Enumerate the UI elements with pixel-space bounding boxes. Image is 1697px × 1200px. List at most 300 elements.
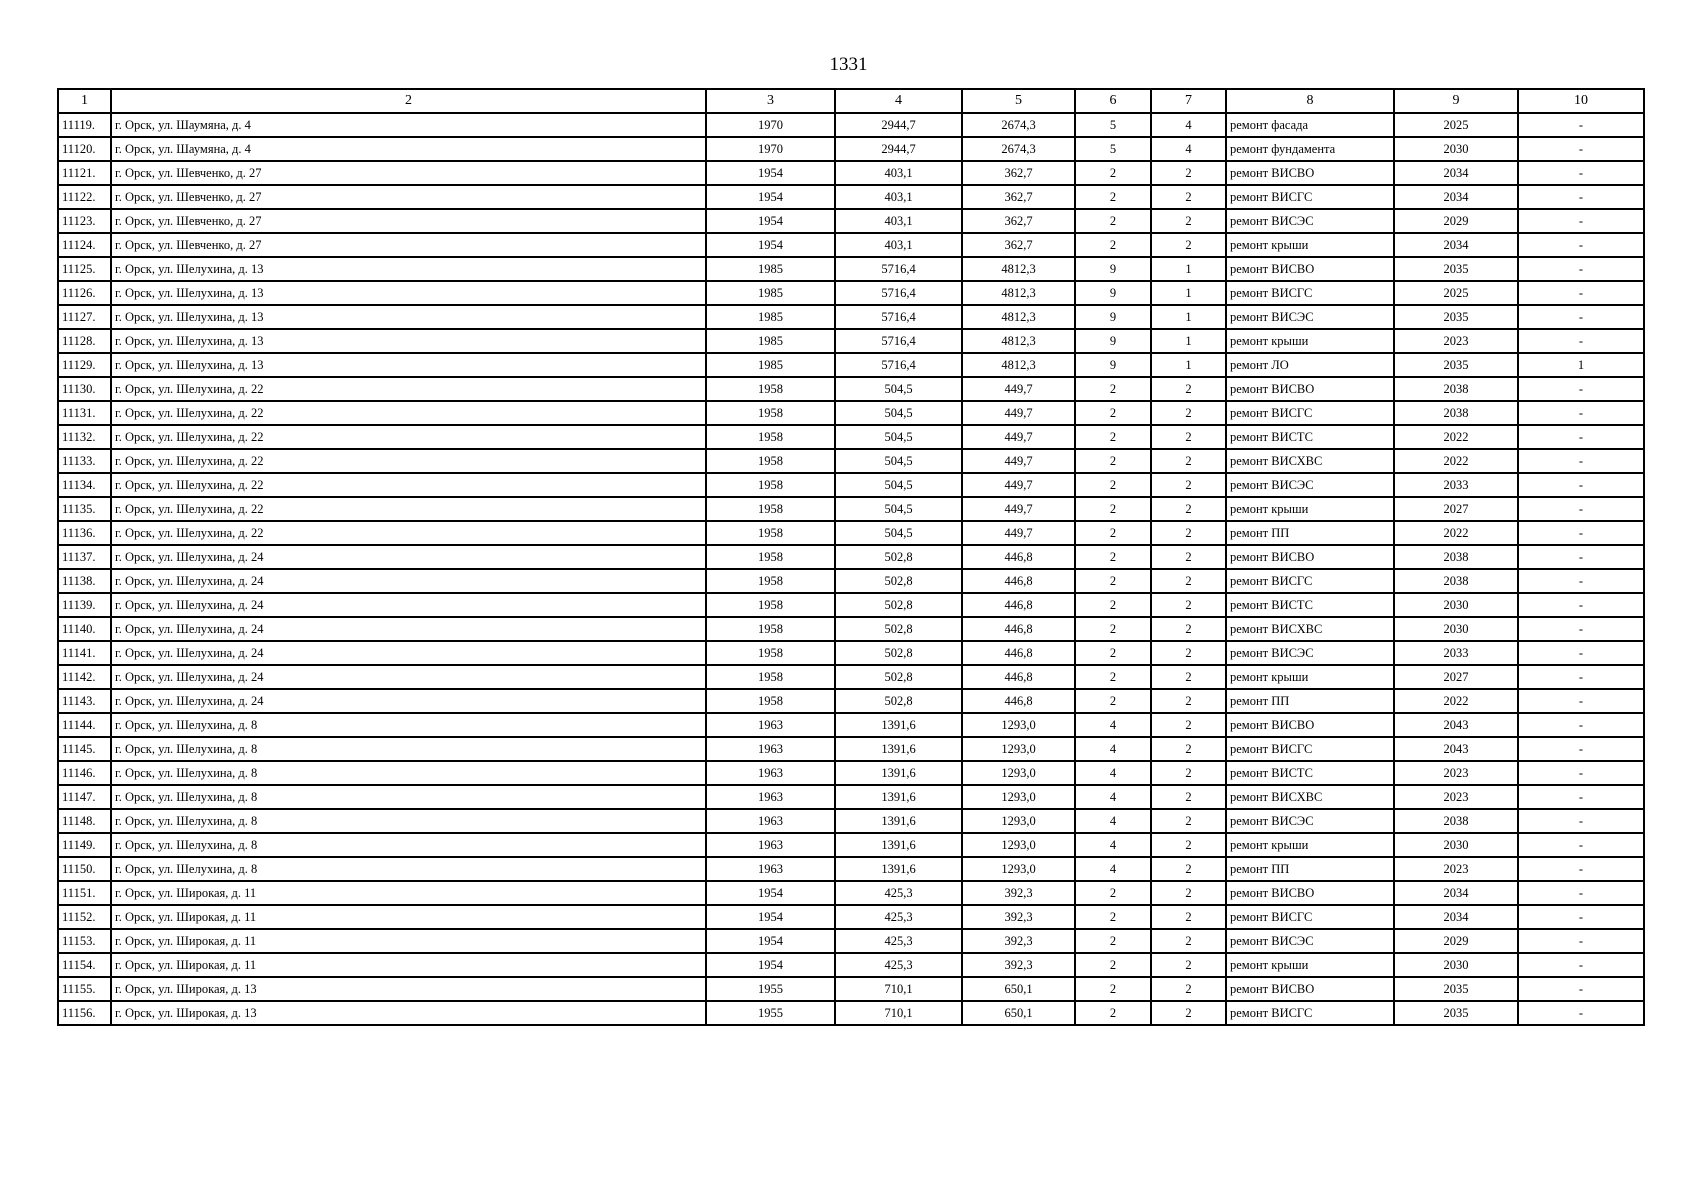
column-header-8: 8 [1226, 89, 1394, 113]
year-built-cell: 1954 [706, 881, 835, 905]
row-number-cell: 11136. [58, 521, 111, 545]
table-row [58, 953, 1644, 977]
address-cell: г. Орск, ул. Шелухина, д. 8 [111, 833, 706, 857]
planned-year-cell: 2038 [1394, 401, 1518, 425]
total-area-cell: 1391,6 [835, 737, 962, 761]
note-cell: - [1518, 569, 1644, 593]
entrances-cell: 2 [1151, 857, 1226, 881]
planned-year-cell: 2030 [1394, 833, 1518, 857]
row-number-cell: 11119. [58, 113, 111, 137]
note-cell: - [1518, 473, 1644, 497]
living-area-cell: 1293,0 [962, 713, 1075, 737]
note-cell: - [1518, 281, 1644, 305]
work-type-cell: ремонт ВИСЭС [1226, 929, 1394, 953]
total-area-cell: 502,8 [835, 617, 962, 641]
year-built-cell: 1963 [706, 809, 835, 833]
floors-cell: 2 [1075, 233, 1151, 257]
living-area-cell: 4812,3 [962, 353, 1075, 377]
address-cell: г. Орск, ул. Широкая, д. 11 [111, 929, 706, 953]
living-area-cell: 1293,0 [962, 857, 1075, 881]
table-row [58, 785, 1644, 809]
entrances-cell: 2 [1151, 569, 1226, 593]
living-area-cell: 446,8 [962, 569, 1075, 593]
floors-cell: 4 [1075, 713, 1151, 737]
row-number-cell: 11155. [58, 977, 111, 1001]
row-number-cell: 11146. [58, 761, 111, 785]
address-cell: г. Орск, ул. Шевченко, д. 27 [111, 185, 706, 209]
entrances-cell: 2 [1151, 209, 1226, 233]
planned-year-cell: 2030 [1394, 137, 1518, 161]
address-cell: г. Орск, ул. Шаумяна, д. 4 [111, 137, 706, 161]
year-built-cell: 1958 [706, 593, 835, 617]
floors-cell: 2 [1075, 569, 1151, 593]
column-header-10: 10 [1518, 89, 1644, 113]
planned-year-cell: 2022 [1394, 521, 1518, 545]
year-built-cell: 1963 [706, 857, 835, 881]
row-number-cell: 11138. [58, 569, 111, 593]
work-type-cell: ремонт ВИСХВС [1226, 449, 1394, 473]
planned-year-cell: 2027 [1394, 665, 1518, 689]
row-number-cell: 11134. [58, 473, 111, 497]
planned-year-cell: 2038 [1394, 569, 1518, 593]
note-cell: - [1518, 209, 1644, 233]
table-body [58, 113, 1644, 1025]
row-number-cell: 11120. [58, 137, 111, 161]
floors-cell: 2 [1075, 521, 1151, 545]
address-cell: г. Орск, ул. Шелухина, д. 13 [111, 305, 706, 329]
living-area-cell: 449,7 [962, 497, 1075, 521]
entrances-cell: 2 [1151, 617, 1226, 641]
note-cell: - [1518, 305, 1644, 329]
year-built-cell: 1955 [706, 1001, 835, 1025]
address-cell: г. Орск, ул. Шелухина, д. 13 [111, 329, 706, 353]
total-area-cell: 5716,4 [835, 329, 962, 353]
living-area-cell: 449,7 [962, 377, 1075, 401]
total-area-cell: 425,3 [835, 953, 962, 977]
address-cell: г. Орск, ул. Широкая, д. 13 [111, 1001, 706, 1025]
floors-cell: 2 [1075, 449, 1151, 473]
table-row [58, 473, 1644, 497]
entrances-cell: 2 [1151, 473, 1226, 497]
total-area-cell: 5716,4 [835, 305, 962, 329]
address-cell: г. Орск, ул. Шевченко, д. 27 [111, 209, 706, 233]
planned-year-cell: 2025 [1394, 281, 1518, 305]
floors-cell: 5 [1075, 113, 1151, 137]
note-cell: - [1518, 809, 1644, 833]
row-number-cell: 11123. [58, 209, 111, 233]
note-cell: - [1518, 689, 1644, 713]
header-row [58, 89, 1644, 113]
total-area-cell: 425,3 [835, 929, 962, 953]
floors-cell: 2 [1075, 497, 1151, 521]
row-number-cell: 11151. [58, 881, 111, 905]
column-header-5: 5 [962, 89, 1075, 113]
year-built-cell: 1958 [706, 401, 835, 425]
total-area-cell: 5716,4 [835, 353, 962, 377]
row-number-cell: 11133. [58, 449, 111, 473]
note-cell: - [1518, 449, 1644, 473]
year-built-cell: 1955 [706, 977, 835, 1001]
total-area-cell: 403,1 [835, 185, 962, 209]
living-area-cell: 449,7 [962, 449, 1075, 473]
work-type-cell: ремонт крыши [1226, 497, 1394, 521]
row-number-cell: 11152. [58, 905, 111, 929]
note-cell: - [1518, 521, 1644, 545]
year-built-cell: 1963 [706, 761, 835, 785]
table-row [58, 737, 1644, 761]
total-area-cell: 425,3 [835, 905, 962, 929]
row-number-cell: 11135. [58, 497, 111, 521]
row-number-cell: 11149. [58, 833, 111, 857]
floors-cell: 2 [1075, 377, 1151, 401]
total-area-cell: 502,8 [835, 689, 962, 713]
table-row [58, 449, 1644, 473]
work-type-cell: ремонт ВИСВО [1226, 161, 1394, 185]
entrances-cell: 2 [1151, 905, 1226, 929]
work-type-cell: ремонт ВИСГС [1226, 401, 1394, 425]
row-number-cell: 11150. [58, 857, 111, 881]
planned-year-cell: 2023 [1394, 785, 1518, 809]
total-area-cell: 504,5 [835, 377, 962, 401]
address-cell: г. Орск, ул. Шелухина, д. 13 [111, 257, 706, 281]
floors-cell: 4 [1075, 737, 1151, 761]
note-cell: - [1518, 497, 1644, 521]
entrances-cell: 2 [1151, 929, 1226, 953]
entrances-cell: 2 [1151, 785, 1226, 809]
row-number-cell: 11140. [58, 617, 111, 641]
planned-year-cell: 2034 [1394, 905, 1518, 929]
year-built-cell: 1958 [706, 689, 835, 713]
row-number-cell: 11125. [58, 257, 111, 281]
work-type-cell: ремонт крыши [1226, 233, 1394, 257]
note-cell: - [1518, 833, 1644, 857]
row-number-cell: 11127. [58, 305, 111, 329]
total-area-cell: 2944,7 [835, 137, 962, 161]
living-area-cell: 449,7 [962, 473, 1075, 497]
floors-cell: 9 [1075, 281, 1151, 305]
row-number-cell: 11141. [58, 641, 111, 665]
table-row [58, 233, 1644, 257]
address-cell: г. Орск, ул. Шелухина, д. 13 [111, 281, 706, 305]
planned-year-cell: 2023 [1394, 857, 1518, 881]
total-area-cell: 504,5 [835, 473, 962, 497]
address-cell: г. Орск, ул. Широкая, д. 11 [111, 953, 706, 977]
total-area-cell: 5716,4 [835, 281, 962, 305]
work-type-cell: ремонт ВИСГС [1226, 1001, 1394, 1025]
column-header-9: 9 [1394, 89, 1518, 113]
table-row [58, 569, 1644, 593]
floors-cell: 4 [1075, 785, 1151, 809]
table-row [58, 905, 1644, 929]
floors-cell: 2 [1075, 665, 1151, 689]
floors-cell: 2 [1075, 473, 1151, 497]
floors-cell: 4 [1075, 809, 1151, 833]
row-number-cell: 11142. [58, 665, 111, 689]
address-cell: г. Орск, ул. Шелухина, д. 8 [111, 857, 706, 881]
floors-cell: 4 [1075, 761, 1151, 785]
table-row [58, 617, 1644, 641]
living-area-cell: 392,3 [962, 881, 1075, 905]
living-area-cell: 392,3 [962, 953, 1075, 977]
note-cell: - [1518, 785, 1644, 809]
entrances-cell: 2 [1151, 377, 1226, 401]
year-built-cell: 1963 [706, 785, 835, 809]
work-type-cell: ремонт ВИСВО [1226, 545, 1394, 569]
planned-year-cell: 2038 [1394, 809, 1518, 833]
entrances-cell: 1 [1151, 305, 1226, 329]
planned-year-cell: 2035 [1394, 977, 1518, 1001]
entrances-cell: 2 [1151, 593, 1226, 617]
column-header-1: 1 [58, 89, 111, 113]
row-number-cell: 11145. [58, 737, 111, 761]
work-type-cell: ремонт ВИСВО [1226, 977, 1394, 1001]
row-number-cell: 11139. [58, 593, 111, 617]
living-area-cell: 650,1 [962, 977, 1075, 1001]
address-cell: г. Орск, ул. Широкая, д. 11 [111, 881, 706, 905]
entrances-cell: 2 [1151, 713, 1226, 737]
table-row [58, 185, 1644, 209]
note-cell: - [1518, 713, 1644, 737]
total-area-cell: 710,1 [835, 977, 962, 1001]
floors-cell: 2 [1075, 185, 1151, 209]
floors-cell: 2 [1075, 689, 1151, 713]
living-area-cell: 446,8 [962, 689, 1075, 713]
entrances-cell: 1 [1151, 329, 1226, 353]
floors-cell: 5 [1075, 137, 1151, 161]
address-cell: г. Орск, ул. Шелухина, д. 8 [111, 737, 706, 761]
living-area-cell: 446,8 [962, 593, 1075, 617]
work-type-cell: ремонт ВИСХВС [1226, 617, 1394, 641]
year-built-cell: 1958 [706, 473, 835, 497]
planned-year-cell: 2023 [1394, 761, 1518, 785]
total-area-cell: 504,5 [835, 497, 962, 521]
year-built-cell: 1954 [706, 929, 835, 953]
work-type-cell: ремонт ВИСЭС [1226, 305, 1394, 329]
total-area-cell: 504,5 [835, 521, 962, 545]
address-cell: г. Орск, ул. Шелухина, д. 13 [111, 353, 706, 377]
housing-repair-table [57, 88, 1645, 1026]
work-type-cell: ремонт ПП [1226, 521, 1394, 545]
floors-cell: 9 [1075, 329, 1151, 353]
floors-cell: 2 [1075, 401, 1151, 425]
year-built-cell: 1985 [706, 257, 835, 281]
work-type-cell: ремонт ВИСТС [1226, 593, 1394, 617]
work-type-cell: ремонт ВИСВО [1226, 881, 1394, 905]
year-built-cell: 1970 [706, 113, 835, 137]
table-row [58, 665, 1644, 689]
row-number-cell: 11121. [58, 161, 111, 185]
planned-year-cell: 2034 [1394, 233, 1518, 257]
total-area-cell: 1391,6 [835, 785, 962, 809]
address-cell: г. Орск, ул. Шелухина, д. 22 [111, 377, 706, 401]
table-row [58, 593, 1644, 617]
floors-cell: 9 [1075, 353, 1151, 377]
total-area-cell: 710,1 [835, 1001, 962, 1025]
living-area-cell: 449,7 [962, 401, 1075, 425]
living-area-cell: 446,8 [962, 545, 1075, 569]
table-row [58, 1001, 1644, 1025]
address-cell: г. Орск, ул. Шелухина, д. 22 [111, 521, 706, 545]
row-number-cell: 11131. [58, 401, 111, 425]
note-cell: - [1518, 401, 1644, 425]
note-cell: - [1518, 761, 1644, 785]
planned-year-cell: 2030 [1394, 593, 1518, 617]
work-type-cell: ремонт крыши [1226, 665, 1394, 689]
table-row [58, 329, 1644, 353]
row-number-cell: 11154. [58, 953, 111, 977]
year-built-cell: 1958 [706, 665, 835, 689]
year-built-cell: 1985 [706, 353, 835, 377]
table-row [58, 401, 1644, 425]
year-built-cell: 1985 [706, 305, 835, 329]
entrances-cell: 2 [1151, 665, 1226, 689]
address-cell: г. Орск, ул. Шелухина, д. 24 [111, 617, 706, 641]
table-row [58, 809, 1644, 833]
year-built-cell: 1954 [706, 161, 835, 185]
year-built-cell: 1963 [706, 833, 835, 857]
entrances-cell: 2 [1151, 521, 1226, 545]
planned-year-cell: 2034 [1394, 161, 1518, 185]
note-cell: - [1518, 929, 1644, 953]
year-built-cell: 1963 [706, 713, 835, 737]
address-cell: г. Орск, ул. Шевченко, д. 27 [111, 161, 706, 185]
entrances-cell: 2 [1151, 737, 1226, 761]
total-area-cell: 403,1 [835, 209, 962, 233]
table-row [58, 641, 1644, 665]
column-header-2: 2 [111, 89, 706, 113]
entrances-cell: 2 [1151, 233, 1226, 257]
note-cell: - [1518, 257, 1644, 281]
total-area-cell: 1391,6 [835, 857, 962, 881]
table-row [58, 497, 1644, 521]
table-row [58, 521, 1644, 545]
year-built-cell: 1958 [706, 641, 835, 665]
living-area-cell: 392,3 [962, 905, 1075, 929]
living-area-cell: 449,7 [962, 425, 1075, 449]
planned-year-cell: 2022 [1394, 689, 1518, 713]
note-cell: - [1518, 113, 1644, 137]
floors-cell: 2 [1075, 161, 1151, 185]
living-area-cell: 1293,0 [962, 761, 1075, 785]
floors-cell: 2 [1075, 545, 1151, 569]
table-row [58, 929, 1644, 953]
entrances-cell: 2 [1151, 833, 1226, 857]
note-cell: - [1518, 593, 1644, 617]
total-area-cell: 403,1 [835, 233, 962, 257]
floors-cell: 2 [1075, 1001, 1151, 1025]
table-row [58, 353, 1644, 377]
year-built-cell: 1954 [706, 233, 835, 257]
total-area-cell: 502,8 [835, 545, 962, 569]
planned-year-cell: 2043 [1394, 737, 1518, 761]
floors-cell: 2 [1075, 425, 1151, 449]
total-area-cell: 425,3 [835, 881, 962, 905]
table-row [58, 545, 1644, 569]
work-type-cell: ремонт ВИСЭС [1226, 809, 1394, 833]
row-number-cell: 11137. [58, 545, 111, 569]
table-row [58, 977, 1644, 1001]
year-built-cell: 1954 [706, 905, 835, 929]
living-area-cell: 4812,3 [962, 257, 1075, 281]
floors-cell: 9 [1075, 257, 1151, 281]
floors-cell: 2 [1075, 929, 1151, 953]
table-row [58, 137, 1644, 161]
total-area-cell: 504,5 [835, 425, 962, 449]
total-area-cell: 403,1 [835, 161, 962, 185]
floors-cell: 2 [1075, 977, 1151, 1001]
year-built-cell: 1985 [706, 329, 835, 353]
work-type-cell: ремонт крыши [1226, 833, 1394, 857]
work-type-cell: ремонт ВИСЭС [1226, 473, 1394, 497]
entrances-cell: 2 [1151, 185, 1226, 209]
table-row [58, 425, 1644, 449]
year-built-cell: 1958 [706, 377, 835, 401]
total-area-cell: 504,5 [835, 449, 962, 473]
living-area-cell: 392,3 [962, 929, 1075, 953]
living-area-cell: 1293,0 [962, 809, 1075, 833]
table-row [58, 833, 1644, 857]
work-type-cell: ремонт ВИСВО [1226, 257, 1394, 281]
table-row [58, 377, 1644, 401]
address-cell: г. Орск, ул. Шелухина, д. 22 [111, 473, 706, 497]
address-cell: г. Орск, ул. Шелухина, д. 24 [111, 689, 706, 713]
note-cell: - [1518, 425, 1644, 449]
table-row [58, 305, 1644, 329]
entrances-cell: 2 [1151, 977, 1226, 1001]
work-type-cell: ремонт ВИСВО [1226, 377, 1394, 401]
planned-year-cell: 2033 [1394, 641, 1518, 665]
entrances-cell: 2 [1151, 809, 1226, 833]
year-built-cell: 1954 [706, 953, 835, 977]
planned-year-cell: 2022 [1394, 449, 1518, 473]
address-cell: г. Орск, ул. Шелухина, д. 22 [111, 401, 706, 425]
living-area-cell: 446,8 [962, 617, 1075, 641]
address-cell: г. Орск, ул. Шевченко, д. 27 [111, 233, 706, 257]
note-cell: - [1518, 377, 1644, 401]
note-cell: - [1518, 233, 1644, 257]
living-area-cell: 1293,0 [962, 833, 1075, 857]
table-row [58, 161, 1644, 185]
address-cell: г. Орск, ул. Широкая, д. 11 [111, 905, 706, 929]
work-type-cell: ремонт ВИСТС [1226, 761, 1394, 785]
row-number-cell: 11148. [58, 809, 111, 833]
work-type-cell: ремонт ВИСВО [1226, 713, 1394, 737]
year-built-cell: 1954 [706, 185, 835, 209]
living-area-cell: 362,7 [962, 233, 1075, 257]
note-cell: - [1518, 1001, 1644, 1025]
row-number-cell: 11128. [58, 329, 111, 353]
note-cell: - [1518, 665, 1644, 689]
living-area-cell: 362,7 [962, 209, 1075, 233]
entrances-cell: 4 [1151, 137, 1226, 161]
table-row [58, 113, 1644, 137]
address-cell: г. Орск, ул. Шелухина, д. 24 [111, 665, 706, 689]
address-cell: г. Орск, ул. Шелухина, д. 24 [111, 569, 706, 593]
address-cell: г. Орск, ул. Шелухина, д. 22 [111, 449, 706, 473]
total-area-cell: 502,8 [835, 665, 962, 689]
address-cell: г. Орск, ул. Шелухина, д. 24 [111, 593, 706, 617]
note-cell: - [1518, 737, 1644, 761]
living-area-cell: 446,8 [962, 665, 1075, 689]
floors-cell: 9 [1075, 305, 1151, 329]
total-area-cell: 1391,6 [835, 761, 962, 785]
living-area-cell: 2674,3 [962, 137, 1075, 161]
planned-year-cell: 2025 [1394, 113, 1518, 137]
total-area-cell: 502,8 [835, 569, 962, 593]
entrances-cell: 2 [1151, 689, 1226, 713]
work-type-cell: ремонт ВИСГС [1226, 737, 1394, 761]
work-type-cell: ремонт фундамента [1226, 137, 1394, 161]
